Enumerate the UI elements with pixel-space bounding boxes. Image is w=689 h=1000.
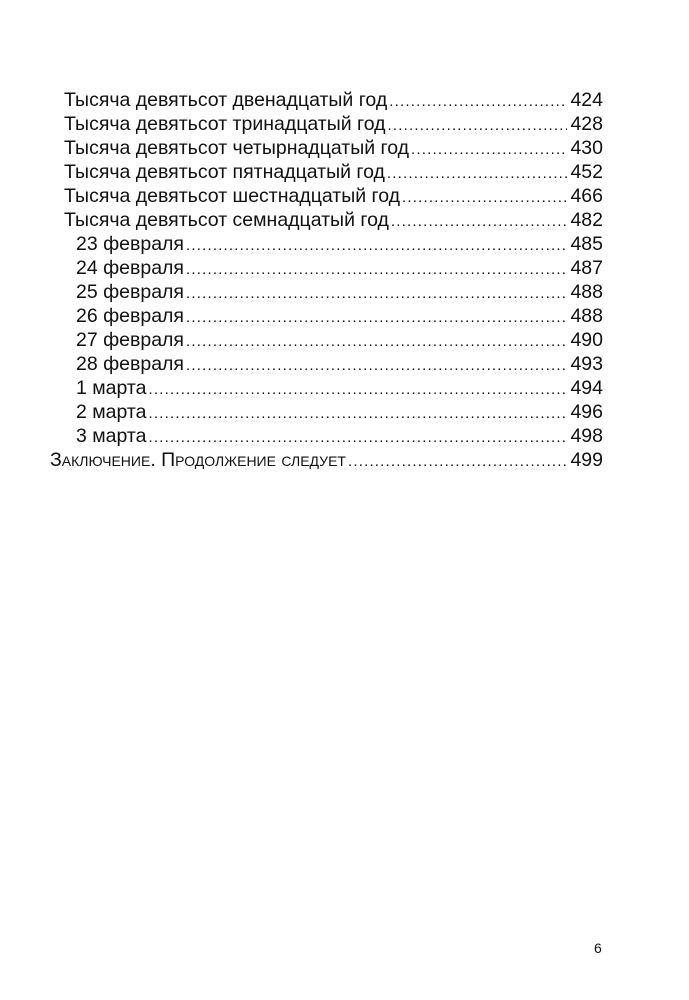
toc-leader-dots	[186, 258, 567, 280]
toc-entry-page: 490	[570, 329, 603, 351]
toc-entry	[64, 112, 603, 136]
toc-entry-title: Тысяча девятьсот пятнадцатый год	[64, 161, 385, 183]
toc-leader-dots	[389, 90, 567, 112]
toc-leader-dots	[149, 426, 568, 448]
toc-entry-title: Тысяча девятьсот четырнадцатый год	[64, 137, 410, 159]
toc-entry	[76, 256, 603, 280]
toc-entry	[64, 208, 603, 232]
toc-entry	[64, 184, 603, 208]
toc-entry-page: 488	[570, 305, 603, 327]
toc-entry	[76, 304, 603, 328]
toc-entry-page: 496	[570, 401, 603, 423]
toc-leader-dots	[387, 162, 567, 184]
toc-entry-title: Заключение. Продолжение следует	[50, 449, 346, 471]
toc-entry-page: 482	[570, 209, 603, 231]
toc-entry-title: 28 февраля	[76, 353, 184, 375]
toc-entry-page: 466	[570, 185, 603, 207]
toc-entry-page: 452	[570, 161, 603, 183]
toc-entry-title: 3 марта	[76, 425, 147, 447]
toc-entry	[76, 376, 603, 400]
toc-entry-title: Тысяча девятьсот семнадцатый год	[64, 209, 389, 231]
toc-leader-dots	[391, 210, 567, 232]
page-number: 6	[594, 940, 602, 956]
toc-leader-dots	[186, 330, 567, 352]
toc-entry-page: 494	[570, 377, 603, 399]
toc-leader-dots	[411, 138, 567, 160]
toc-entry-title: 26 февраля	[76, 305, 184, 327]
toc-leader-dots	[388, 114, 567, 136]
toc-entry-title: 2 марта	[76, 401, 147, 423]
toc-entry	[76, 232, 603, 256]
toc-leader-dots	[186, 306, 567, 328]
toc-entry	[64, 136, 603, 160]
toc-leader-dots	[186, 234, 567, 256]
toc-leader-dots	[186, 282, 567, 304]
toc-entry-title: Тысяча девятьсот шестнадцатый год	[64, 185, 401, 207]
toc-entry-page: 485	[570, 233, 603, 255]
toc-entry-title: Тысяча девятьсот двенадцатый год	[64, 89, 388, 111]
toc-leader-dots	[348, 450, 567, 472]
toc-entry-title: 23 февраля	[76, 233, 184, 255]
toc-entry	[76, 400, 603, 424]
toc-entry-page: 488	[570, 281, 603, 303]
toc-entry	[64, 160, 603, 184]
toc-leader-dots	[402, 186, 567, 208]
toc-entry	[76, 352, 603, 376]
toc-entry-title: Тысяча девятьсот тринадцатый год	[64, 113, 386, 135]
toc-entry	[64, 88, 603, 112]
toc-leader-dots	[149, 378, 568, 400]
toc-entry-page: 487	[570, 257, 603, 279]
toc-entry-page: 493	[570, 353, 603, 375]
toc-entry-title: 1 марта	[76, 377, 147, 399]
toc-entry-page: 428	[570, 113, 603, 135]
toc-entry	[76, 424, 603, 448]
toc-entry	[76, 280, 603, 304]
toc-entry-page: 499	[570, 449, 603, 471]
toc-entry-page: 498	[570, 425, 603, 447]
toc-entry	[76, 328, 603, 352]
toc-entry-title: 27 февраля	[76, 329, 184, 351]
toc-entry-title: 25 февраля	[76, 281, 184, 303]
toc-entry	[50, 448, 603, 472]
toc-entry-title: 24 февраля	[76, 257, 184, 279]
toc-leader-dots	[149, 402, 568, 424]
toc-entry-page: 430	[570, 137, 603, 159]
toc-leader-dots	[186, 354, 567, 376]
toc-entry-page: 424	[570, 89, 603, 111]
